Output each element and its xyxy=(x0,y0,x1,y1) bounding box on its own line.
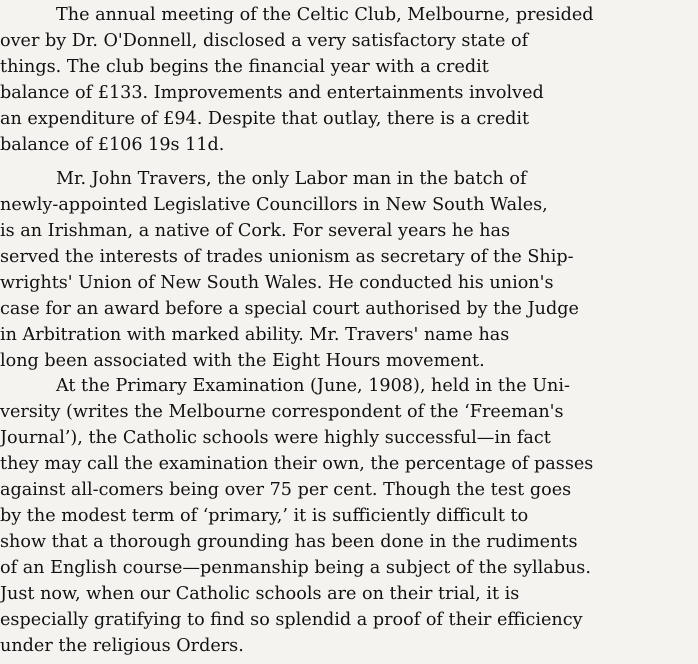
text-line: balance of £133. Improvements and entertainments involved xyxy=(0,83,544,103)
text-line: is an Irishman, a native of Cork. For several years he has xyxy=(0,221,511,241)
text-line: of an English course—penmanship being a subject of the syllabus. xyxy=(0,558,591,578)
text-line: over by Dr. O'Donnell, disclosed a very satisfactory state of xyxy=(0,31,529,51)
text-line: served the interests of trades unionism as secretary of the Ship- xyxy=(0,247,574,267)
text-line: under the religious Orders. xyxy=(0,636,244,656)
text-line: an expenditure of £94. Despite that outlay, there is a credit xyxy=(0,109,530,129)
text-line: newly-appointed Legislative Councillors in New South Wales, xyxy=(0,195,548,215)
text-line: things. The club begins the financial year with a credit xyxy=(0,57,489,77)
text-line: Journal’), the Catholic schools were highly successful—in fact xyxy=(0,428,551,448)
text-line: in Arbitration with marked ability. Mr. Travers' name has xyxy=(0,325,510,345)
text-line: against all-comers being over 75 per cent. Though the test goes xyxy=(0,480,572,500)
text-line: versity (writes the Melbourne correspondent of the ‘Freeman's xyxy=(0,402,564,422)
text-line: long been associated with the Eight Hours movement. xyxy=(0,351,485,371)
text-line: At the Primary Examination (June, 1908), held in the Uni- xyxy=(56,376,570,396)
text-line: Just now, when our Catholic schools are on their trial, it is xyxy=(0,584,520,604)
text-line: show that a thorough grounding has been done in the rudiments xyxy=(0,532,578,552)
text-line: they may call the examination their own, the percentage of passes xyxy=(0,454,594,474)
text-line: The annual meeting of the Celtic Club, Melbourne, presided xyxy=(56,5,594,25)
text-line: by the modest term of ‘primary,’ it is sufficiently difficult to xyxy=(0,506,529,526)
text-line: case for an award before a special court authorised by the Judge xyxy=(0,299,579,319)
text-line: Mr. John Travers, the only Labor man in the batch of xyxy=(56,169,527,189)
text-line: wrights' Union of New South Wales. He conducted his union's xyxy=(0,273,554,293)
text-line: balance of £106 19s 11d. xyxy=(0,135,225,155)
text-line: especially gratifying to find so splendid a proof of their efficiency xyxy=(0,610,583,630)
